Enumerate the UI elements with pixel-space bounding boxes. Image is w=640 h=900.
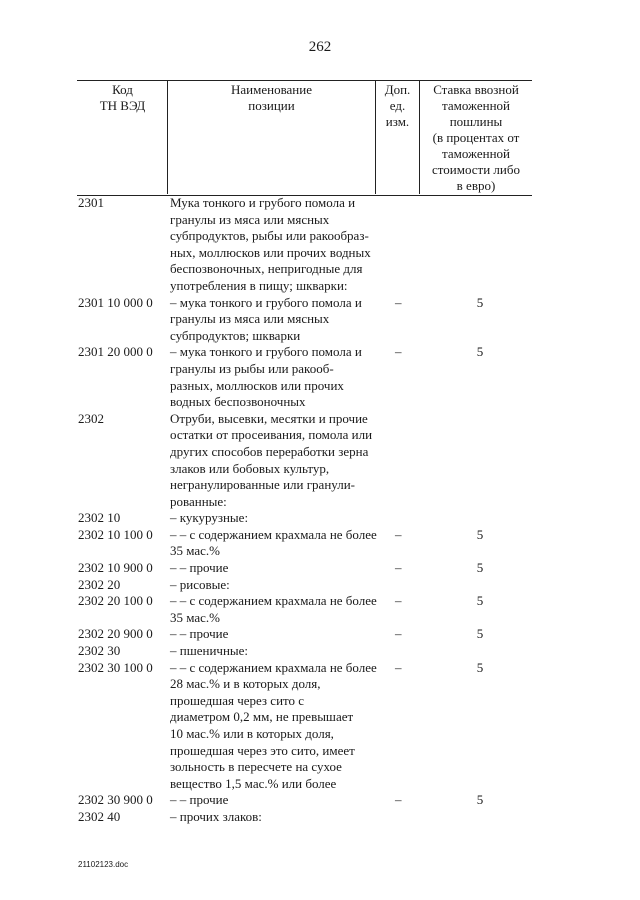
row-name: – – прочие xyxy=(170,560,229,576)
row-name: – мука тонкого и грубого помола и гранулы из рыбы или ракооб- разных, моллюсков или прочих водных беспозвоночных xyxy=(170,344,362,410)
row-name: – – с содержанием крахмала не более 35 мас.% xyxy=(170,526,377,559)
table-row xyxy=(0,809,640,826)
row-name: Мука тонкого и грубого помола и гранулы из мяса или мясных субпродуктов, рыбы или ракообраз- ных, моллюсков или прочих водных беспозвоночных, непригодные для употребления в пищу; шкварки: xyxy=(170,195,371,293)
row-unit: – xyxy=(395,526,402,542)
row-code: 2301 xyxy=(78,195,104,210)
row-name: Отруби, высевки, месятки и прочие остатки от просеивания, помола или других способов переработки зерна злаков или бобовых культур, негранулированные или гранули- рованные: xyxy=(170,410,373,509)
row-name: – прочих злаков: xyxy=(170,808,262,824)
row-name: – кукурузные: xyxy=(170,510,249,526)
row-code: 2301 10 000 0 xyxy=(78,294,153,310)
table-row xyxy=(0,411,640,511)
row-code: 2301 20 000 0 xyxy=(78,344,153,360)
row-code: 2302 10 100 0 xyxy=(78,526,153,542)
table-row xyxy=(0,510,640,527)
row-code: 2302 40 xyxy=(78,808,121,824)
row-code: 2302 30 xyxy=(78,643,121,659)
row-name: – пшеничные: xyxy=(170,643,249,659)
row-unit: – xyxy=(395,560,402,576)
row-code: 2302 10 900 0 xyxy=(78,560,153,576)
row-code: 2302 xyxy=(78,410,104,426)
table-row xyxy=(0,560,640,577)
table-body xyxy=(0,195,640,826)
header-unit: Доп. ед. изм. xyxy=(384,82,411,129)
row-code: 2302 20 xyxy=(78,576,121,592)
row-unit: – xyxy=(395,626,402,642)
table-row xyxy=(0,577,640,594)
table-row xyxy=(0,195,640,295)
table-row xyxy=(0,593,640,626)
row-rate: 5 xyxy=(476,792,484,808)
header-code: Код ТН ВЭД xyxy=(99,82,146,113)
row-rate: 5 xyxy=(476,344,484,360)
row-unit: – xyxy=(395,294,402,310)
row-unit: – xyxy=(395,659,402,675)
row-rate: 5 xyxy=(476,560,484,576)
row-name: – рисовые: xyxy=(170,576,230,592)
row-rate: 5 xyxy=(476,294,484,310)
row-rate: 5 xyxy=(476,626,484,642)
table-row xyxy=(0,643,640,660)
page-number: 262 xyxy=(308,39,332,55)
row-rate: 5 xyxy=(476,526,484,542)
table-row xyxy=(0,527,640,560)
row-name: – – с содержанием крахмала не более 35 мас.% xyxy=(170,593,377,625)
header-rate: Ставка ввозной таможенной пошлины (в процентах от таможенной стоимости либо в евро) xyxy=(431,82,520,193)
row-code: 2302 20 900 0 xyxy=(78,626,153,642)
table-row xyxy=(0,626,640,643)
row-unit: – xyxy=(395,593,402,609)
table-row xyxy=(0,792,640,809)
row-name: – – прочие xyxy=(170,626,229,642)
header-name: Наименование позиции xyxy=(231,82,312,113)
row-rate: 5 xyxy=(476,659,484,675)
row-rate: 5 xyxy=(476,593,484,609)
table-row xyxy=(0,295,640,345)
row-unit: – xyxy=(395,344,402,360)
row-unit: – xyxy=(395,792,402,808)
file-name: 21102123.doc xyxy=(78,860,129,869)
row-name: – – прочие xyxy=(170,792,229,808)
row-code: 2302 30 900 0 xyxy=(78,792,153,808)
table-row xyxy=(0,660,640,793)
row-code: 2302 10 xyxy=(78,510,121,526)
row-name: – – с содержанием крахмала не более 28 мас.% и в которых доля, прошедшая через сито с диаметром 0,2 мм, не превышает 10 мас.% или в которых доля, прошедшая через это сито, имеет зольность в пересчете на сухое вещество 1,5 мас.% или более xyxy=(170,659,377,791)
row-code: 2302 20 100 0 xyxy=(78,593,153,609)
row-name: – мука тонкого и грубого помола и гранулы из мяса или мясных субпродуктов; шкварки xyxy=(170,294,362,343)
row-code: 2302 30 100 0 xyxy=(78,659,153,675)
table-row xyxy=(0,344,640,410)
